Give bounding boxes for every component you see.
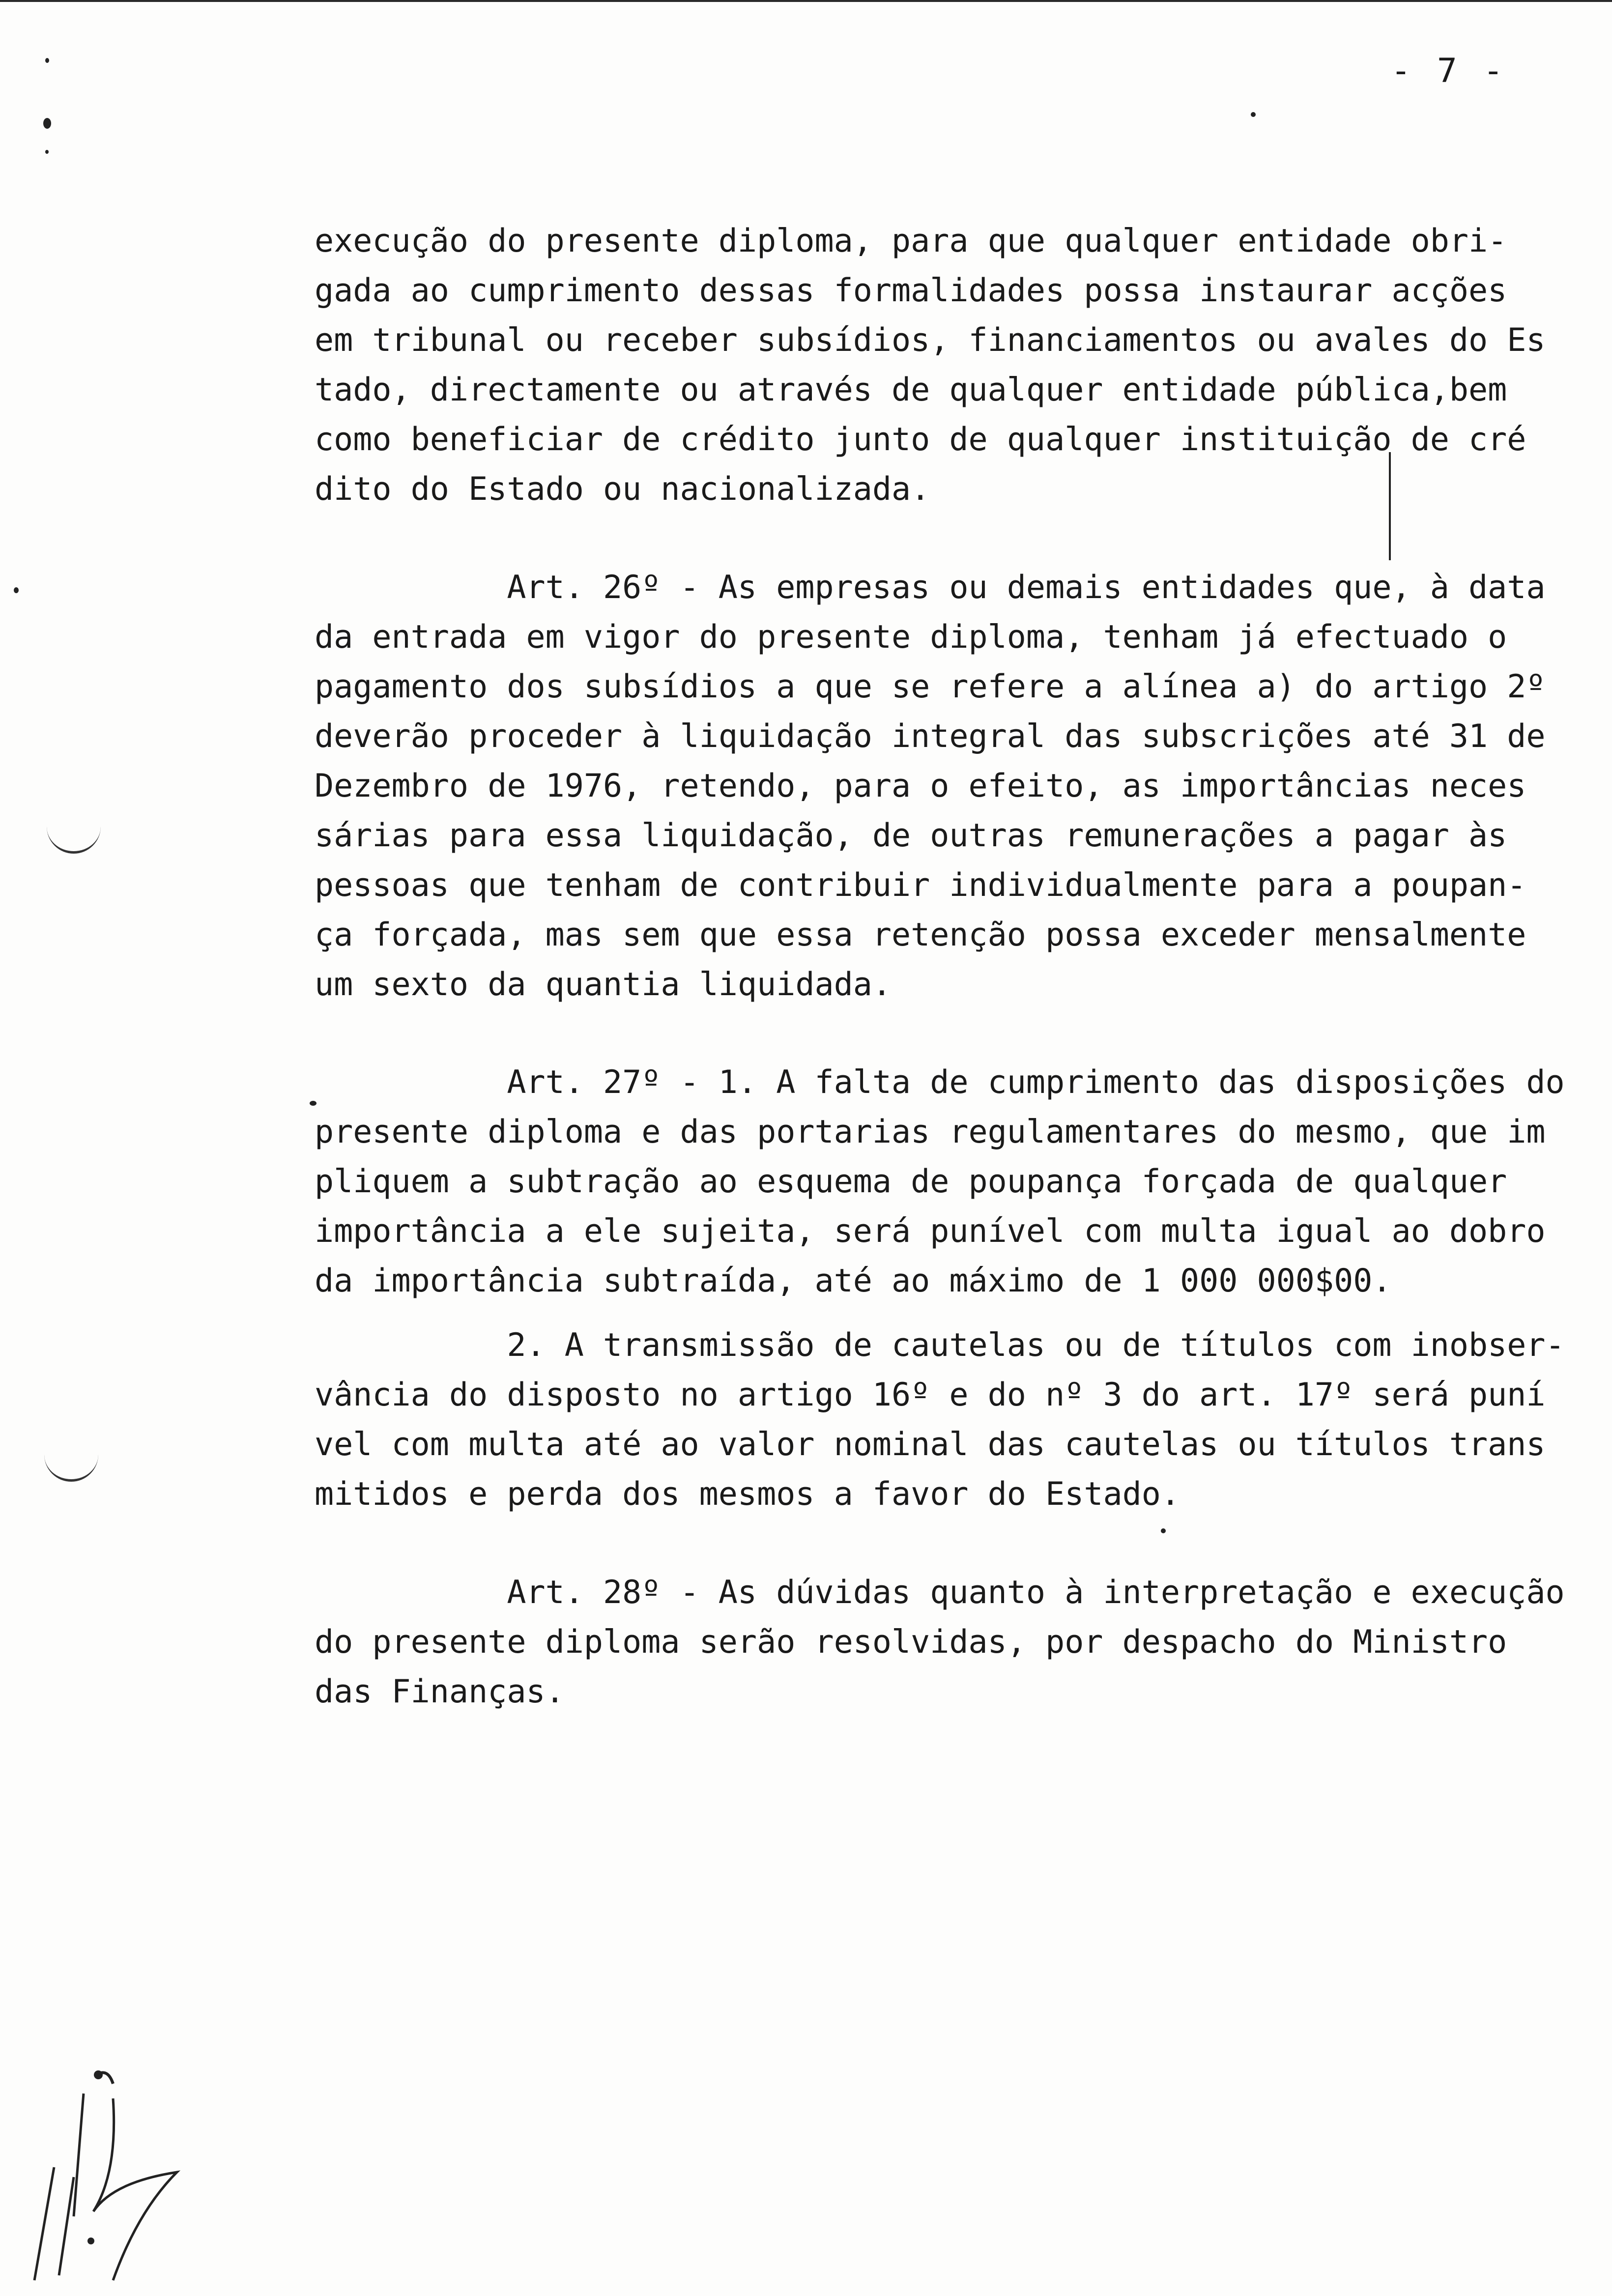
text-line: gada ao cumprimento dessas formalidades possa instaurar acções xyxy=(315,272,1507,309)
text-line: mitidos e perda dos mesmos a favor do Estado. xyxy=(315,1476,1180,1513)
text-line: em tribunal ou receber subsídios, financiamentos ou avales do Es xyxy=(315,322,1546,359)
text-line: tado, directamente ou através de qualquer entidade pública,bem xyxy=(315,372,1507,408)
text-line: Art. 27º - 1. A falta de cumprimento das disposições do xyxy=(315,1064,1565,1101)
top-edge-rule xyxy=(0,0,1612,2)
text-line: um sexto da quantia liquidada. xyxy=(315,966,892,1003)
text-line: como beneficiar de crédito junto de qualquer instituição de cré xyxy=(315,421,1526,458)
article-28 xyxy=(315,1568,1573,1717)
scan-mark xyxy=(45,150,49,154)
text-line: Dezembro de 1976, retendo, para o efeito, as importâncias neces xyxy=(315,768,1526,804)
text-line: vância do disposto no artigo 16º e do nº 3 do art. 17º será puní xyxy=(315,1377,1546,1413)
text-line: vel com multa até ao valor nominal das cautelas ou títulos trans xyxy=(315,1426,1546,1463)
scan-mark xyxy=(1251,112,1256,117)
scan-mark xyxy=(45,58,49,63)
scan-mark xyxy=(43,118,51,129)
text-line: deverão proceder à liquidação integral das subscrições até 31 de xyxy=(315,718,1546,755)
article-26 xyxy=(315,563,1573,1009)
text-line: Art. 28º - As dúvidas quanto à interpretação e execução xyxy=(315,1574,1565,1611)
scan-mark xyxy=(14,587,19,593)
text-line: pessoas que tenham de contribuir individualmente para a poupan- xyxy=(315,867,1526,904)
scan-mark xyxy=(1161,1528,1166,1533)
text-line: execução do presente diploma, para que qualquer entidade obri- xyxy=(315,223,1507,259)
scan-arc-mark xyxy=(44,1450,98,1482)
text-line: da entrada em vigor do presente diploma, tenham já efectuado o xyxy=(315,619,1507,656)
text-line: sárias para essa liquidação, de outras remunerações a pagar às xyxy=(315,817,1507,854)
handwritten-initials xyxy=(0,2054,206,2285)
article-27-item-2 xyxy=(315,1320,1573,1519)
text-line: 2. A transmissão de cautelas ou de títulos com inobser- xyxy=(315,1327,1565,1364)
text-line: da importância subtraída, até ao máximo de 1 000 000$00. xyxy=(315,1263,1392,1299)
paragraph-continuation xyxy=(315,216,1573,514)
text-line: Art. 26º - As empresas ou demais entidades que, à data xyxy=(315,569,1546,606)
text-line: pagamento dos subsídios a que se refere a alínea a) do artigo 2º xyxy=(315,668,1546,705)
text-line: do presente diploma serão resolvidas, por despacho do Ministro xyxy=(315,1624,1507,1661)
text-line: pliquem a subtração ao esquema de poupança forçada de qualquer xyxy=(315,1163,1507,1200)
text-line: ça forçada, mas sem que essa retenção possa exceder mensalmente xyxy=(315,917,1526,953)
text-line: das Finanças. xyxy=(315,1673,565,1710)
scan-arc-mark xyxy=(47,822,101,854)
article-27 xyxy=(315,1058,1573,1306)
page-number: - 7 - xyxy=(1391,52,1506,90)
text-line: dito do Estado ou nacionalizada. xyxy=(315,471,930,508)
text-line: importância a ele sujeita, será punível com multa igual ao dobro xyxy=(315,1213,1546,1250)
text-line: presente diploma e das portarias regulamentares do mesmo, que im xyxy=(315,1114,1546,1150)
